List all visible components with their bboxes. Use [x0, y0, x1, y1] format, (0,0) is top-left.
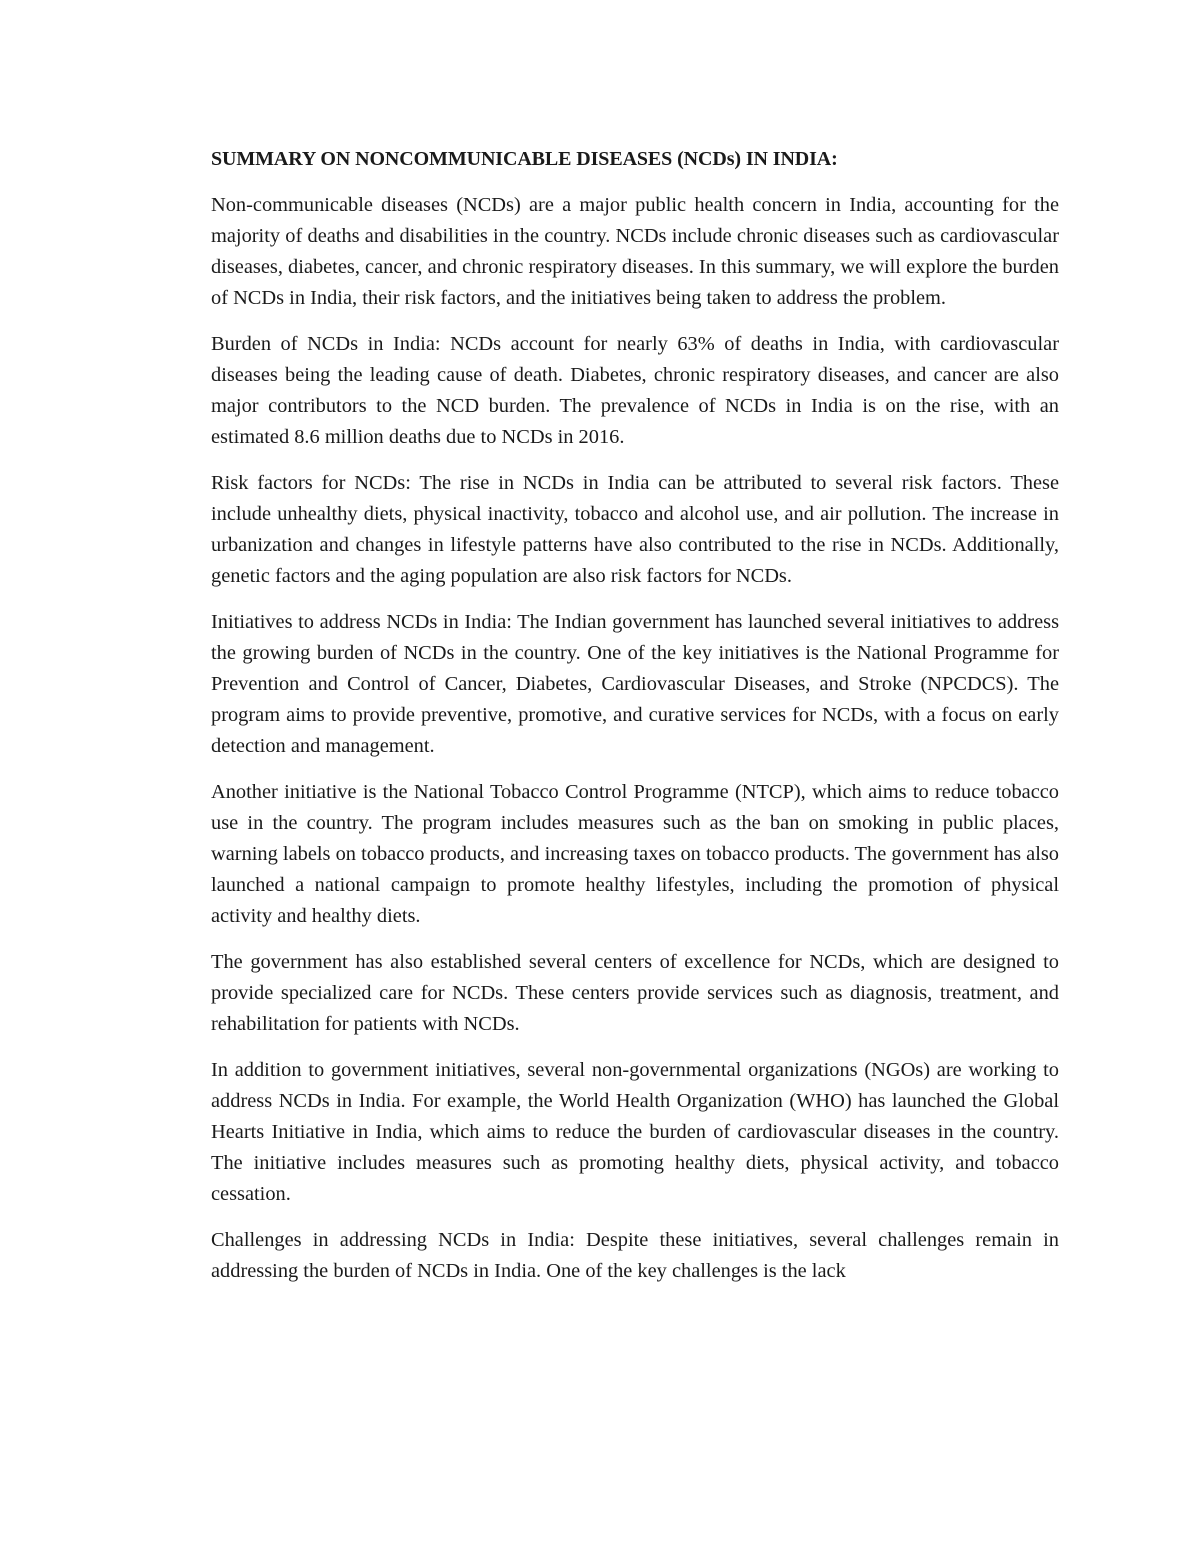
paragraph-tobacco-control: Another initiative is the National Tobacco Control Programme (NTCP), which aims to reduce tobacco use in the country. The program includes measures such as the ban on smoking in public places, warning labels on tobacco products, and increasing taxes on tobacco products. The government has also launched a national campaign to promote healthy lifestyles, including the promotion of physical activity and healthy diets. — [211, 781, 1059, 927]
paragraph-initiatives: Initiatives to address NCDs in India: The Indian government has launched several initiatives to address the growing burden of NCDs in the country. One of the key initiatives is the National Programme for Prevention and Control of Cancer, Diabetes, Cardiovascular Diseases, and Stroke (NPCDCS). The program aims to provide preventive, promotive, and curative services for NCDs, with a focus on early detection and management. — [211, 611, 1059, 757]
paragraph-challenges: Challenges in addressing NCDs in India: Despite these initiatives, several challenges remain in addressing the burden of NCDs in India. One of the key challenges is the lack — [211, 1229, 1059, 1282]
paragraph-ngo-initiatives: In addition to government initiatives, several non-governmental organizations (NGOs) are working to address NCDs in India. For example, the World Health Organization (WHO) has launched the Global Hearts Initiative in India, which aims to reduce the burden of cardiovascular diseases in the country. The initiative includes measures such as promoting healthy diets, physical activity, and tobacco cessation. — [211, 1059, 1059, 1205]
document-title: SUMMARY ON NONCOMMUNICABLE DISEASES (NCDs) IN INDIA: — [211, 148, 838, 170]
paragraph-risk-factors: Risk factors for NCDs: The rise in NCDs in India can be attributed to several risk factors. These include unhealthy diets, physical inactivity, tobacco and alcohol use, and air pollution. The increase in urbanization and changes in lifestyle patterns have also contributed to the rise in NCDs. Additionally, genetic factors and the aging population are also risk factors for NCDs. — [211, 472, 1059, 587]
paragraph-ncd-overview: Non-communicable diseases (NCDs) are a major public health concern in India, accounting for the majority of deaths and disabilities in the country. NCDs include chronic diseases such as cardiovascular diseases, diabetes, cancer, and chronic respiratory diseases. In this summary, we will explore the burden of NCDs in India, their risk factors, and the initiatives being taken to address the problem. — [211, 194, 1059, 309]
document-page — [211, 144, 1059, 1287]
paragraph-burden: Burden of NCDs in India: NCDs account for nearly 63% of deaths in India, with cardiovascular diseases being the leading cause of death. Diabetes, chronic respiratory diseases, and cancer are also major contributors to the NCD burden. The prevalence of NCDs in India is on the rise, with an estimated 8.6 million deaths due to NCDs in 2016. — [211, 333, 1059, 448]
paragraph-centers-of-excellence: The government has also established several centers of excellence for NCDs, which are designed to provide specialized care for NCDs. These centers provide services such as diagnosis, treatment, and rehabilitation for patients with NCDs. — [211, 951, 1059, 1035]
